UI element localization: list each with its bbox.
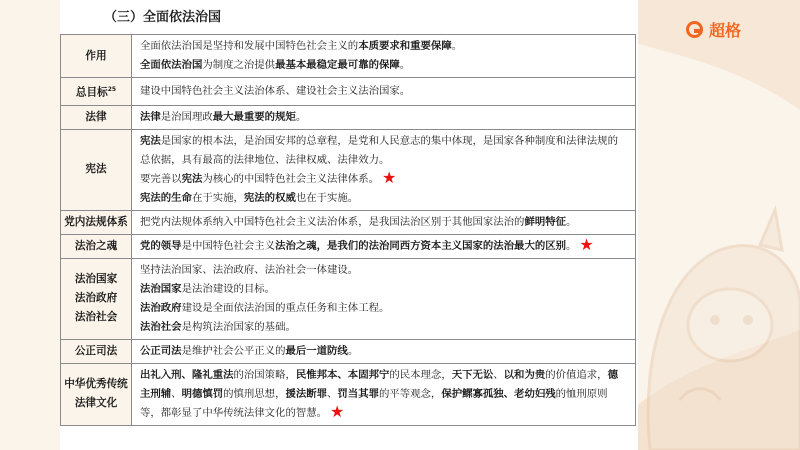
body-text: 的民本理念， (389, 368, 452, 381)
emphasis-text: 法治国家 (140, 282, 182, 295)
row-label (61, 105, 132, 129)
row-content (132, 35, 636, 78)
row-label (61, 210, 132, 234)
body-text: 的治国策略， (233, 368, 296, 381)
section-heading: （三）全面依法治国 (104, 10, 222, 25)
content-line (140, 132, 627, 170)
content-line (140, 318, 627, 337)
table-row (61, 234, 636, 258)
row-label (61, 78, 132, 106)
content-line (140, 234, 627, 256)
brand-name: 超格 (709, 21, 742, 40)
content-line (140, 299, 627, 318)
table-row (61, 210, 636, 234)
body-text: 的恤刑原则等，都彰显了中华传统法律文化的智慧。 (140, 387, 608, 419)
content-line (140, 280, 627, 299)
table-row (61, 363, 636, 425)
emphasis-text: 罚当其罪 (337, 387, 379, 400)
content-line (140, 37, 627, 56)
body-text: 要完善以 (140, 172, 182, 185)
body-text: 。 (451, 40, 463, 52)
body-text: 也在于实施。 (295, 191, 359, 204)
row-label (61, 363, 132, 425)
emphasis-text: 最基本最稳定最可靠的保障 (275, 59, 400, 71)
emphasis-text: 最后一道防线 (285, 344, 348, 357)
body-text: 。 (566, 215, 577, 228)
body-text: 是治国理政 (160, 110, 213, 123)
body-text: 为核心的中国特色社会主义法律体系。 (202, 172, 379, 185)
body-text: 建设是全面依法治国的重点任务和主体工程。 (181, 301, 390, 314)
row-label-text: 宪法 (85, 163, 107, 176)
emphasis-text: 本质要求和重要保障 (358, 40, 452, 52)
star-icon: ★ (579, 234, 594, 254)
emphasis-text: 宪法 (181, 172, 203, 185)
body-text: 是维护社会公平正义的 (181, 344, 286, 357)
brand-logo (686, 18, 741, 41)
row-label-text: 公正司法 (74, 344, 118, 357)
footnote-marker: 25 (107, 86, 117, 93)
row-label-text: 总目标 (75, 86, 108, 99)
emphasis-text: 法治之魂，是我们的法治同西方资本主义国家的法治最大的区别 (275, 239, 567, 252)
body-text: 的平等观念， (378, 387, 442, 400)
row-content (132, 234, 636, 258)
star-icon: ★ (330, 401, 345, 421)
body-text: 。 (399, 59, 411, 71)
emphasis-text: 法治政府 (140, 301, 182, 314)
body-text: 是法治建设的目标。 (181, 282, 276, 295)
row-label (61, 339, 132, 363)
content-line (140, 82, 627, 101)
row-label (61, 35, 132, 78)
emphasis-text: 天下无讼 (451, 368, 494, 381)
table-row (61, 105, 636, 129)
emphasis-text: 鲜明特征 (524, 215, 567, 228)
content-line (140, 213, 627, 232)
body-text: 的价值追求， (545, 368, 608, 381)
emphasis-text: 援法断罪 (285, 387, 328, 400)
emphasis-text: 宪法的生命 (140, 191, 192, 204)
emphasis-text: 出礼入刑、隆礼重法 (140, 368, 234, 381)
row-label-line: 法治社会 (74, 311, 118, 324)
body-text: 在于实施， (191, 191, 244, 204)
body-text: 、 (493, 368, 504, 381)
row-label (61, 129, 132, 210)
content-line (140, 167, 627, 189)
content-line (140, 56, 627, 75)
body-text: 是中国特色社会主义 (181, 239, 276, 252)
body-text: 为制度之治提供 (202, 59, 276, 71)
row-label-line: 法律文化 (74, 397, 118, 410)
emphasis-text: 民惟邦本、本固邦宁 (295, 368, 390, 381)
row-label-line: 中华优秀传统 (64, 378, 128, 391)
table-row (61, 35, 636, 78)
table-row (61, 129, 636, 210)
body-text: 。 (295, 110, 307, 123)
row-content (132, 363, 636, 425)
body-text: 。 (347, 344, 359, 357)
emphasis-text: 明德慎罚 (181, 387, 224, 400)
emphasis-text: 德主刑辅 (140, 368, 618, 400)
body-text: 是国家的根本法，是治国安邦的总章程，是党和人民意志的集中体现，是国家各种制度和法律法规的总依据，具有最高的法律地位、法律权威、法律效力。 (140, 134, 618, 166)
emphasis-text: 以和为贵 (503, 368, 546, 381)
emphasis-text: 最大最重要的规矩 (212, 110, 296, 123)
row-content (132, 129, 636, 210)
body-text: 、 (327, 387, 338, 400)
mascot-illustration (610, 150, 800, 450)
row-content (132, 210, 636, 234)
body-text: 把党内法规体系纳入中国特色社会主义法治体系，是我国法治区别于其他国家法治的 (140, 215, 525, 228)
body-text: 坚持法治国家、法治政府、法治社会一体建设。 (140, 263, 359, 276)
content-line (140, 366, 627, 423)
row-label-text: 作用 (85, 49, 107, 62)
row-label-line: 法治政府 (74, 292, 118, 305)
emphasis-text: 全面依法治国 (140, 59, 203, 71)
table-row (61, 258, 636, 339)
body-text: 。 (566, 239, 577, 252)
body-text: 、 (171, 387, 182, 400)
logo-mark-icon (686, 21, 703, 38)
row-label-text: 法治之魂 (74, 239, 118, 252)
emphasis-text: 党的领导 (140, 239, 182, 252)
table-row (61, 78, 636, 106)
emphasis-text: 法治社会 (140, 320, 182, 333)
content-line (140, 189, 627, 208)
row-content (132, 258, 636, 339)
table-row (61, 339, 636, 363)
row-label-text: 党内法规体系 (64, 215, 128, 228)
emphasis-text: 公正司法 (140, 344, 182, 357)
star-icon: ★ (381, 167, 397, 187)
content-line (140, 261, 627, 280)
row-content (132, 105, 636, 129)
row-label (61, 234, 132, 258)
row-content (132, 78, 636, 106)
emphasis-text: 保护鳏寡孤独、老幼妇残 (441, 387, 556, 400)
body-text: 是构筑法治国家的基础。 (181, 320, 296, 333)
row-label-line: 法治国家 (74, 273, 118, 286)
emphasis-text: 宪法的权威 (243, 191, 296, 204)
body-text: 全面依法治国是坚持和发展中国特色社会主义的 (140, 40, 359, 52)
row-label-text: 法律 (85, 110, 107, 123)
row-label (61, 258, 132, 339)
law-summary-table (60, 34, 636, 426)
row-content (132, 339, 636, 363)
emphasis-text: 宪法 (140, 134, 161, 147)
content-line (140, 342, 627, 361)
body-text: 建设中国特色社会主义法治体系、建设社会主义法治国家。 (140, 84, 411, 97)
content-line (140, 108, 627, 127)
emphasis-text: 法律 (140, 110, 161, 123)
body-text: 的慎刑思想， (223, 387, 286, 400)
